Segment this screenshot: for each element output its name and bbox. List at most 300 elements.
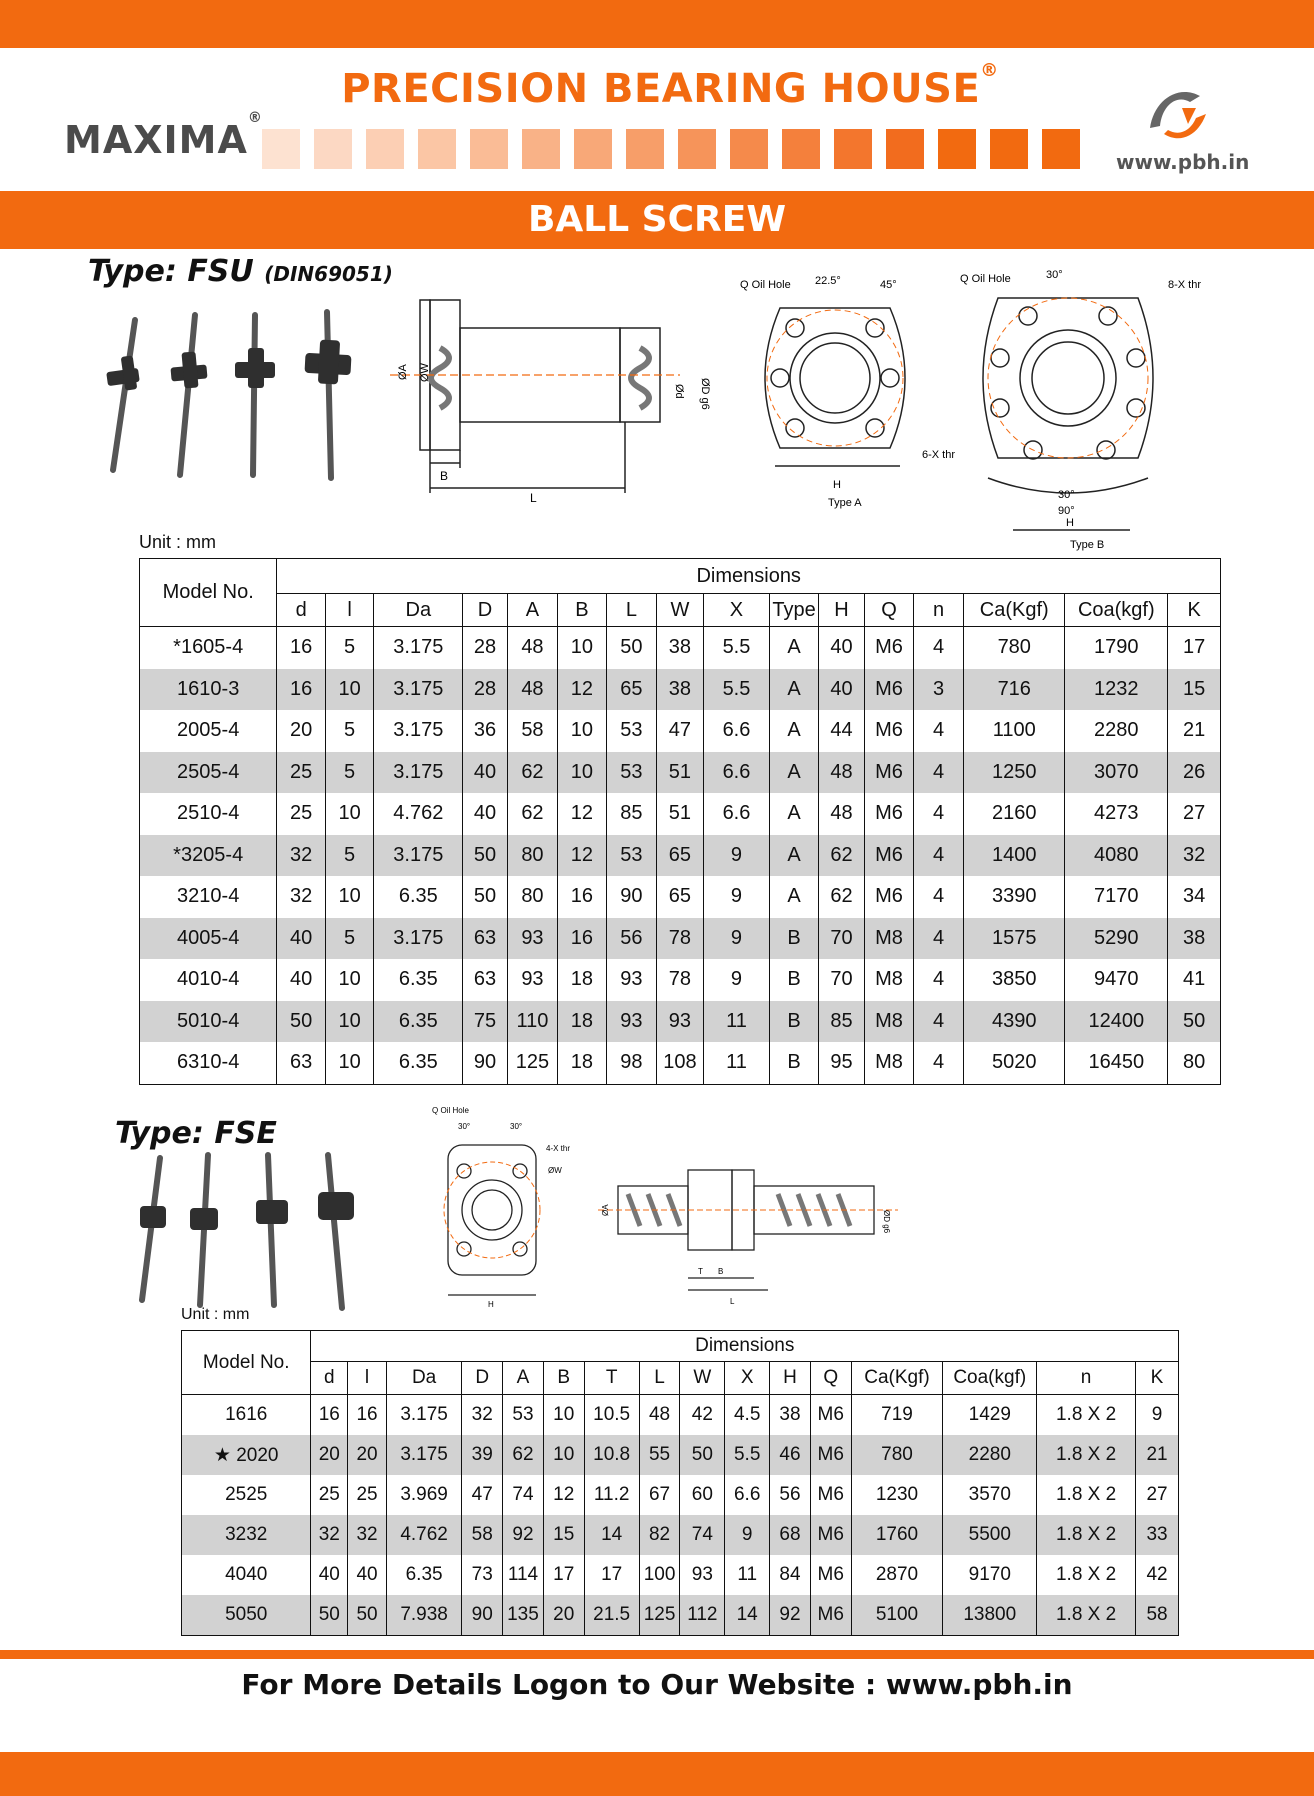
fse-value-cell: 10.8 [584,1435,639,1475]
fsu-value-cell: 63 [463,959,507,1001]
fsu-value-cell: 56 [606,918,657,960]
fsu-value-cell: 93 [507,959,558,1001]
website-header[interactable]: www.pbh.in [1116,150,1250,174]
fse-value-cell: 6.35 [386,1555,461,1595]
fse-col-header: n [1037,1362,1136,1395]
fse-col-header: T [584,1362,639,1395]
fse-col-header: Q [810,1362,851,1395]
fsu-value-cell: 1100 [964,710,1065,752]
fse-spec-table [181,1330,1179,1636]
fse-value-cell: 16 [348,1395,387,1436]
fsu-value-cell: 5.5 [703,669,770,711]
fse-value-cell: 1230 [851,1475,943,1515]
table-row [182,1475,1179,1515]
table-row [140,793,1221,835]
fsu-model-cell: 2005-4 [140,710,277,752]
fsu-value-cell: 5 [325,710,373,752]
fsu-value-cell: M8 [865,959,913,1001]
fsu-value-cell: 62 [818,835,864,877]
fsu-value-cell: 18 [558,1001,606,1043]
fsu-value-cell: B [770,1042,818,1084]
fse-front-label-holes: 4-X thr [546,1144,571,1153]
fsu-value-cell: 6.35 [374,1042,463,1084]
fsu-a-label-h: H [833,479,841,491]
fse-value-cell: 62 [503,1435,544,1475]
color-square [990,129,1028,169]
color-square [522,129,560,169]
fse-value-cell: 6.6 [725,1475,770,1515]
fsu-col-header: Type [770,594,818,627]
fsu-value-cell: 48 [818,793,864,835]
fse-front-label-angle2: 30° [510,1122,523,1131]
fse-value-cell: 2280 [943,1435,1037,1475]
color-square [418,129,456,169]
fse-value-cell: 4.762 [386,1515,461,1555]
fse-model-cell: 2525 [182,1475,311,1515]
fsu-value-cell: 53 [606,710,657,752]
fsu-value-cell: 6.6 [703,710,770,752]
fsu-value-cell: 50 [277,1001,325,1043]
fsu-model-cell: 3210-4 [140,876,277,918]
fse-value-cell: 40 [311,1555,348,1595]
fsu-a-label-angle1: 22.5° [815,275,841,287]
fsu-value-cell: 4390 [964,1001,1065,1043]
fsu-value-cell: 9 [703,918,770,960]
fse-value-cell: 58 [462,1515,503,1555]
fsu-col-header: Da [374,594,463,627]
fsu-value-cell: M8 [865,1042,913,1084]
fse-value-cell: 780 [851,1435,943,1475]
fse-col-header: A [503,1362,544,1395]
fsu-value-cell: 93 [507,918,558,960]
fsu-value-cell: 3.175 [374,627,463,669]
fse-col-header: l [348,1362,387,1395]
fsu-value-cell: M6 [865,627,913,669]
fsu-value-cell: 58 [507,710,558,752]
fsu-value-cell: 16 [277,669,325,711]
fsu-value-cell: 21 [1168,710,1221,752]
fse-value-cell: 33 [1136,1515,1179,1555]
fsu-value-cell: 53 [606,752,657,794]
fsu-value-cell: 10 [558,627,606,669]
fsu-value-cell: 62 [507,752,558,794]
footer-website-text[interactable]: For More Details Logon to Our Website : www.pbh.in [241,1668,1073,1701]
fsu-value-cell: 12 [558,835,606,877]
fse-value-cell: 1760 [851,1515,943,1555]
fsu-value-cell: 5 [325,918,373,960]
table-row [140,752,1221,794]
fsu-value-cell: 9 [703,876,770,918]
fse-value-cell: 13800 [943,1595,1037,1636]
fsu-value-cell: 4 [913,1042,964,1084]
fse-value-cell: 47 [462,1475,503,1515]
table-row [140,959,1221,1001]
fsu-value-cell: 75 [463,1001,507,1043]
fse-col-header: X [725,1362,770,1395]
fsu-value-cell: 26 [1168,752,1221,794]
fsu-value-cell: 32 [1168,835,1221,877]
fsu-col-header: X [703,594,770,627]
table-row [140,835,1221,877]
fsu-value-cell: 11 [703,1001,770,1043]
fsu-value-cell: M8 [865,1001,913,1043]
fsu-value-cell: 51 [657,752,703,794]
fse-value-cell: 42 [1136,1555,1179,1595]
fse-col-header: Coa(kgf) [943,1362,1037,1395]
fsu-b-label-angle1: 30° [1046,269,1063,281]
table-row [182,1555,1179,1595]
fsu-value-cell: 3 [913,669,964,711]
fsu-col-header: Ca(Kgf) [964,594,1065,627]
fsu-value-cell: 65 [657,835,703,877]
fse-value-cell: 90 [462,1595,503,1636]
fsu-value-cell: 2160 [964,793,1065,835]
fse-value-cell: 56 [770,1475,811,1515]
fsu-value-cell: 6.35 [374,876,463,918]
fsu-value-cell: 62 [507,793,558,835]
fse-value-cell: 21 [1136,1435,1179,1475]
fse-value-cell: 114 [503,1555,544,1595]
fse-value-cell: 11 [725,1555,770,1595]
fsu-value-cell: 5.5 [703,627,770,669]
color-square [262,129,300,169]
fsu-model-cell: *3205-4 [140,835,277,877]
fsu-value-cell: 125 [507,1042,558,1084]
fsu-model-cell: 4010-4 [140,959,277,1001]
fsu-value-cell: 25 [277,752,325,794]
fsu-value-cell: 95 [818,1042,864,1084]
fsu-value-cell: 48 [507,627,558,669]
fsu-b-label-holes: 8-X thr [1168,279,1202,291]
fsu-label-da: ØA [397,364,409,380]
fsu-value-cell: 10 [325,1042,373,1084]
fsu-value-cell: 12400 [1065,1001,1168,1043]
fse-value-cell: 74 [503,1475,544,1515]
fsu-value-cell: M6 [865,752,913,794]
fsu-value-cell: 27 [1168,793,1221,835]
fse-model-cell: 5050 [182,1595,311,1636]
fsu-model-cell: 1610-3 [140,669,277,711]
fsu-label-dw: ØW [419,363,431,382]
fse-value-cell: 32 [462,1395,503,1436]
fsu-col-header: K [1168,594,1221,627]
fsu-value-cell: 4 [913,752,964,794]
fsu-value-cell: 10 [325,959,373,1001]
fse-value-cell: 74 [680,1515,725,1555]
fse-value-cell: 68 [770,1515,811,1555]
fsu-value-cell: 25 [277,793,325,835]
fse-product-photo [128,1150,368,1310]
fsu-value-cell: 40 [463,752,507,794]
fse-value-cell: M6 [810,1475,851,1515]
fsu-value-cell: 15 [1168,669,1221,711]
fsu-col-header: A [507,594,558,627]
color-square [782,129,820,169]
fsu-value-cell: 34 [1168,876,1221,918]
fse-value-cell: 53 [503,1395,544,1436]
fse-value-cell: 3570 [943,1475,1037,1515]
company-title: PRECISION BEARING HOUSE® [341,60,999,112]
fsu-value-cell: 9 [703,959,770,1001]
fse-value-cell: 1429 [943,1395,1037,1436]
fsu-value-cell: 18 [558,1042,606,1084]
fsu-value-cell: 12 [558,793,606,835]
pbh-logo-icon [1140,78,1210,148]
fse-side-label-dg6: ØD g6 [882,1210,891,1234]
fse-value-cell: 32 [311,1515,348,1555]
color-square [678,129,716,169]
fsu-model-cell: 5010-4 [140,1001,277,1043]
fsu-value-cell: 78 [657,918,703,960]
fsu-value-cell: 4 [913,876,964,918]
fsu-model-cell: 4005-4 [140,918,277,960]
fse-value-cell: 17 [584,1555,639,1595]
fse-model-header: Model No. [182,1331,311,1395]
fse-front-label-h: H [488,1300,494,1309]
fse-value-cell: 100 [639,1555,680,1595]
color-square [834,129,872,169]
fse-side-drawing [598,1150,898,1310]
fse-value-cell: 9 [725,1515,770,1555]
fsu-value-cell: 63 [463,918,507,960]
table-row [140,710,1221,752]
fsu-value-cell: 10 [325,876,373,918]
fse-value-cell: 93 [680,1555,725,1595]
fsu-value-cell: 98 [606,1042,657,1084]
fsu-a-label-holes: 6-X thr [922,449,956,461]
fse-value-cell: M6 [810,1595,851,1636]
fsu-value-cell: A [770,710,818,752]
fsu-col-header: Q [865,594,913,627]
color-square [886,129,924,169]
fsu-value-cell: 3.175 [374,752,463,794]
fse-value-cell: 9 [1136,1395,1179,1436]
fsu-dimensions-header: Dimensions [277,559,1221,594]
fse-value-cell: 25 [348,1475,387,1515]
fsu-value-cell: A [770,793,818,835]
fse-value-cell: 39 [462,1435,503,1475]
fsu-value-cell: 50 [463,876,507,918]
fse-value-cell: 1.8 X 2 [1037,1475,1136,1515]
fse-col-header: L [639,1362,680,1395]
fsu-value-cell: B [770,918,818,960]
fsu-value-cell: 5 [325,627,373,669]
fsu-value-cell: B [770,959,818,1001]
fsu-value-cell: 1400 [964,835,1065,877]
fse-value-cell: 38 [770,1395,811,1436]
fsu-value-cell: 93 [657,1001,703,1043]
fsu-value-cell: 80 [507,876,558,918]
fse-value-cell: M6 [810,1435,851,1475]
fsu-value-cell: A [770,752,818,794]
fsu-a-label-angle2: 45° [880,279,897,291]
table-row [140,669,1221,711]
fse-side-label-b: B [718,1267,724,1276]
fsu-value-cell: 10 [558,752,606,794]
fsu-value-cell: A [770,627,818,669]
fse-value-cell: 20 [543,1595,584,1636]
fsu-value-cell: 1575 [964,918,1065,960]
fse-side-label-da: ØA [601,1204,610,1216]
fsu-value-cell: 3.175 [374,835,463,877]
fsu-value-cell: 50 [606,627,657,669]
fse-value-cell: M6 [810,1515,851,1555]
fse-value-cell: 67 [639,1475,680,1515]
fsu-col-header: W [657,594,703,627]
fse-value-cell: 135 [503,1595,544,1636]
fsu-value-cell: 41 [1168,959,1221,1001]
table-row [182,1435,1179,1475]
fsu-title: Type: FSU (DIN69051) [88,254,393,289]
fse-value-cell: 5500 [943,1515,1037,1555]
fsu-model-cell: 2510-4 [140,793,277,835]
fsu-value-cell: 4.762 [374,793,463,835]
fsu-value-cell: 2280 [1065,710,1168,752]
fsu-value-cell: 38 [657,627,703,669]
fsu-value-cell: 10 [325,669,373,711]
fsu-value-cell: 16 [277,627,325,669]
fse-value-cell: 1.8 X 2 [1037,1395,1136,1436]
fsu-col-header: l [325,594,373,627]
fsu-b-label-angle3: 90° [1058,505,1075,517]
table-row [140,918,1221,960]
fse-value-cell: 5.5 [725,1435,770,1475]
fsu-value-cell: 20 [277,710,325,752]
fsu-col-header: n [913,594,964,627]
fsu-value-cell: 4 [913,627,964,669]
fse-value-cell: 32 [348,1515,387,1555]
fsu-value-cell: 32 [277,835,325,877]
brand-logo: MAXIMA® [64,110,263,162]
fsu-value-cell: 4 [913,1001,964,1043]
fse-col-header: K [1136,1362,1179,1395]
fsu-value-cell: 48 [818,752,864,794]
fsu-value-cell: 62 [818,876,864,918]
fsu-value-cell: 6.6 [703,752,770,794]
fse-side-label-t: T [698,1267,703,1276]
fsu-value-cell: 65 [606,669,657,711]
color-square [366,129,404,169]
fsu-value-cell: 85 [606,793,657,835]
fse-value-cell: 84 [770,1555,811,1595]
fsu-value-cell: 3.175 [374,710,463,752]
fse-value-cell: 10 [543,1435,584,1475]
table-row [140,1001,1221,1043]
fsu-value-cell: 51 [657,793,703,835]
fse-value-cell: 20 [311,1435,348,1475]
fsu-b-label-h: H [1066,517,1074,529]
fsu-value-cell: 9470 [1065,959,1168,1001]
fsu-value-cell: 17 [1168,627,1221,669]
fsu-value-cell: B [770,1001,818,1043]
fsu-value-cell: 3070 [1065,752,1168,794]
section-banner: BALL SCREW [0,191,1314,249]
fsu-value-cell: 40 [277,918,325,960]
fse-value-cell: 50 [680,1435,725,1475]
footer-line [0,1650,1314,1659]
fsu-value-cell: 40 [463,793,507,835]
fsu-value-cell: 1232 [1065,669,1168,711]
color-square [574,129,612,169]
table-row [182,1395,1179,1436]
fse-value-cell: 46 [770,1435,811,1475]
fsu-label-b: B [440,469,449,483]
fse-col-header: Da [386,1362,461,1395]
fsu-value-cell: 80 [507,835,558,877]
fse-value-cell: 10 [543,1395,584,1436]
fse-value-cell: 50 [311,1595,348,1636]
fsu-unit: Unit : mm [139,532,217,552]
fsu-value-cell: 3.175 [374,669,463,711]
fse-value-cell: 15 [543,1515,584,1555]
fse-value-cell: 5100 [851,1595,943,1636]
fse-value-cell: 1.8 X 2 [1037,1555,1136,1595]
fse-value-cell: 25 [311,1475,348,1515]
fsu-value-cell: 90 [606,876,657,918]
fse-value-cell: 112 [680,1595,725,1636]
fse-col-header: Ca(Kgf) [851,1362,943,1395]
fsu-value-cell: 1250 [964,752,1065,794]
fse-col-header: d [311,1362,348,1395]
footer-shape [0,1708,1314,1796]
fsu-value-cell: 3850 [964,959,1065,1001]
fse-value-cell: 4.5 [725,1395,770,1436]
fsu-value-cell: 28 [463,627,507,669]
fsu-value-cell: 16450 [1065,1042,1168,1084]
fsu-spec-table [139,558,1221,1085]
fsu-type-b-drawing [958,268,1218,558]
fsu-b-label-type: Type B [1070,539,1105,551]
table-row [182,1515,1179,1555]
fsu-value-cell: 50 [1168,1001,1221,1043]
fsu-value-cell: 4273 [1065,793,1168,835]
fsu-value-cell: 11 [703,1042,770,1084]
fse-value-cell: 27 [1136,1475,1179,1515]
fsu-value-cell: A [770,876,818,918]
fsu-value-cell: 44 [818,710,864,752]
fsu-value-cell: 70 [818,959,864,1001]
fsu-value-cell: 5020 [964,1042,1065,1084]
fsu-type-a-drawing [740,268,970,518]
fsu-value-cell: M6 [865,835,913,877]
fsu-value-cell: 78 [657,959,703,1001]
fse-side-label-l: L [730,1297,735,1306]
fsu-value-cell: 4 [913,959,964,1001]
fsu-value-cell: 53 [606,835,657,877]
fsu-value-cell: M6 [865,793,913,835]
fsu-value-cell: 4 [913,793,964,835]
fse-value-cell: 48 [639,1395,680,1436]
fse-value-cell: 3.175 [386,1395,461,1436]
fse-value-cell: 719 [851,1395,943,1436]
fsu-value-cell: 10 [558,710,606,752]
fse-value-cell: 73 [462,1555,503,1595]
fse-col-header: H [770,1362,811,1395]
fse-value-cell: 50 [348,1595,387,1636]
fsu-value-cell: 10 [325,1001,373,1043]
fsu-value-cell: M6 [865,669,913,711]
fse-front-label-oil-hole: Q Oil Hole [432,1106,469,1115]
fse-value-cell: 1.8 X 2 [1037,1595,1136,1636]
fse-value-cell: 3.969 [386,1475,461,1515]
fsu-label-dg6: ØD g6 [699,378,711,410]
fse-value-cell: 125 [639,1595,680,1636]
fse-col-header: W [680,1362,725,1395]
fsu-col-header: Coa(kgf) [1065,594,1168,627]
fsu-value-cell: 6.6 [703,793,770,835]
fse-col-header: D [462,1362,503,1395]
fsu-value-cell: 16 [558,876,606,918]
